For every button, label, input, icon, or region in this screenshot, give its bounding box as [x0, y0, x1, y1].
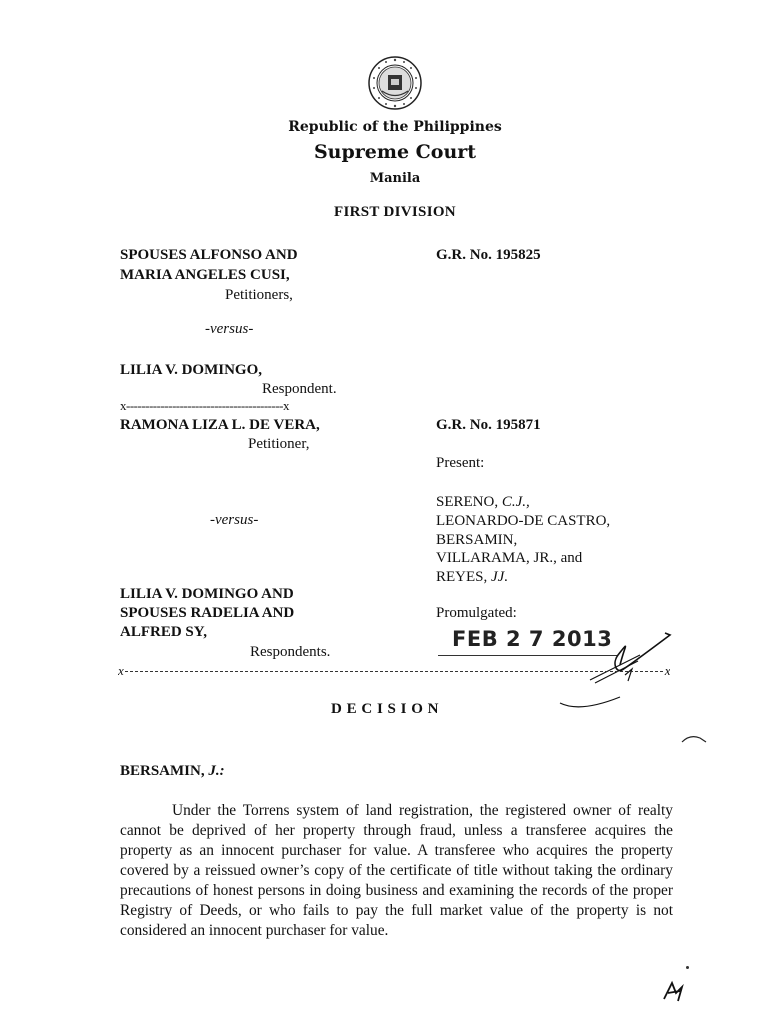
republic-heading: Republic of the Philippines	[288, 119, 502, 135]
ponente-title: J.:	[208, 763, 225, 779]
case-separator-long	[118, 663, 670, 679]
justice-reyes-title: JJ.	[491, 569, 509, 585]
case1-petitioners-line2: MARIA ANGELES CUSI,	[120, 267, 290, 283]
separator-long-start: x	[118, 663, 124, 678]
case2-respondents-line2: SPOUSES RADELIA AND	[120, 605, 295, 621]
supreme-court-seal-icon	[368, 56, 422, 110]
justice-villarama: VILLARAMA, JR., and	[436, 550, 583, 566]
case2-respondents-role: Respondents.	[250, 644, 331, 660]
court-heading: Supreme Court	[313, 141, 477, 163]
case2-petitioner-role: Petitioner,	[248, 436, 310, 452]
case2-versus: -versus-	[210, 512, 259, 528]
city-heading: Manila	[369, 171, 421, 186]
separator-long-rule	[125, 671, 662, 672]
case1-gr-number: G.R. No. 195825	[436, 247, 541, 263]
justice-sereno-name: SERENO,	[436, 494, 499, 510]
speck-dot	[686, 966, 689, 969]
justice-sereno	[436, 492, 530, 512]
case2-respondents-line3: ALFRED SY,	[120, 624, 207, 640]
case1-versus: -versus-	[205, 321, 254, 337]
case2-gr-number: G.R. No. 195871	[436, 417, 541, 433]
separator-long-end: x	[664, 663, 670, 678]
justice-sereno-title: C.J.,	[501, 494, 530, 510]
case2-petitioner: RAMONA LIZA L. DE VERA,	[120, 417, 320, 433]
justice-reyes-name: REYES,	[436, 569, 488, 585]
promulgated-date-stamp: FEB 2 7 2013	[452, 627, 613, 651]
justice-leonardo-de-castro: LEONARDO-DE CASTRO,	[436, 513, 611, 529]
case-separator-short: x-----------------------------------------x	[120, 398, 289, 413]
promulgated-label: Promulgated:	[436, 605, 517, 621]
ponente	[120, 761, 225, 781]
decision-heading: D E C I S I O N	[331, 701, 439, 717]
decision-body-paragraph: Under the Torrens system of land registration, the registered owner of realty cannot be deprived of her property through fraud, unless a transferee acquires the property as an innocent purchaser for value. A transferee who acquires the property covered by a reissued owner’s copy of the certificate of title without taking the ordinary precautions of honest persons in doing business and examining the records of the proper Registry of Deeds, or who fails to pay the full market value of the property is not considered an innocent purchaser for value.	[120, 802, 673, 939]
justice-reyes	[436, 567, 508, 587]
page-initials-icon	[660, 975, 690, 1005]
case2-respondents-line1: LILIA V. DOMINGO AND	[120, 586, 294, 602]
case1-respondent: LILIA V. DOMINGO,	[120, 362, 262, 378]
division-heading: FIRST DIVISION	[334, 204, 456, 220]
margin-mark-icon	[680, 732, 710, 746]
case1-petitioners-role: Petitioners,	[225, 287, 293, 303]
ponente-name: BERSAMIN,	[120, 763, 205, 779]
case1-respondent-role: Respondent.	[262, 381, 337, 397]
justice-bersamin: BERSAMIN,	[436, 532, 518, 548]
present-label: Present:	[436, 455, 485, 471]
case1-petitioners-line1: SPOUSES ALFONSO AND	[120, 247, 298, 263]
